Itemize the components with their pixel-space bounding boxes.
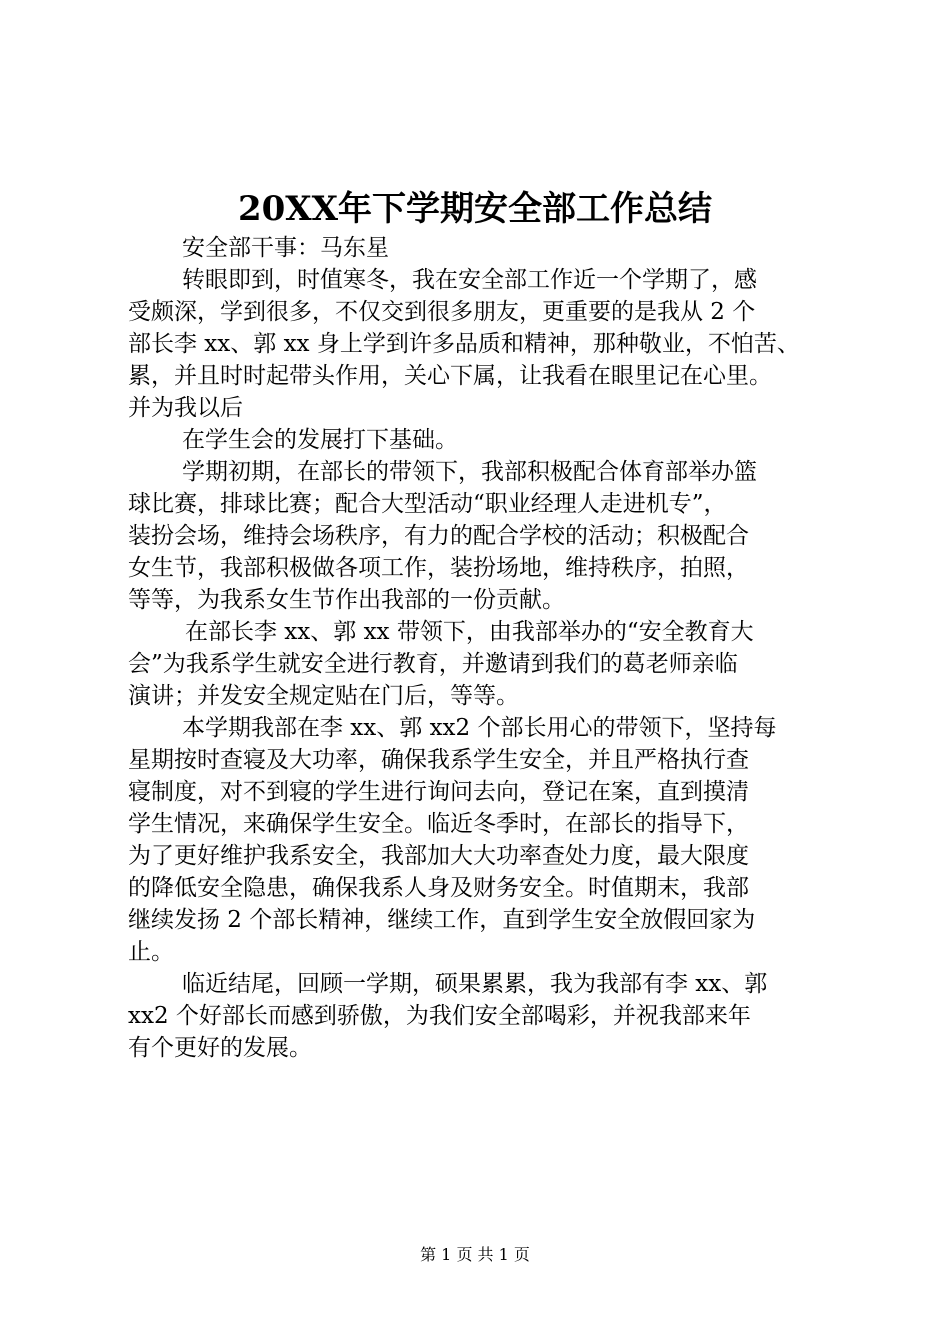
document-title: 20XX年下学期安全部工作总结 — [237, 189, 713, 229]
paragraph-line: 受颇深，学到很多，不仅交到很多朋友，更重要的是我从 2 个 — [128, 299, 756, 325]
paragraph-line: 继续发扬 2 个部长精神，继续工作，直到学生安全放假回家为 — [128, 907, 756, 933]
paragraph-line: 演讲；并发安全规定贴在门后，等等。 — [128, 683, 519, 709]
paragraph-line: 为了更好维护我系安全，我部加大大功率查处力度，最大限度 — [128, 843, 749, 869]
paragraph-line: 本学期我部在李 xx、郭 xx2 个部长用心的带领下，坚持每 — [182, 715, 777, 741]
paragraph-line: 并为我以后 — [128, 395, 243, 421]
paragraph-line: 的降低安全隐患，确保我系人身及财务安全。时值期末，我部 — [128, 875, 749, 901]
paragraph-line: 等等，为我系女生节作出我部的一份贡献。 — [128, 587, 565, 613]
paragraph-line: 累，并且时时起带头作用，关心下属，让我看在眼里记在心里。 — [128, 363, 772, 389]
paragraph-line: 在部长李 xx、郭 xx 带领下，由我部举办的“安全教育大 — [185, 619, 754, 645]
paragraph-line: 星期按时查寝及大功率，确保我系学生安全，并且严格执行查 — [128, 747, 749, 773]
paragraph-line: 有个更好的发展。 — [128, 1035, 312, 1061]
page-footer: 第 1 页 共 1 页 — [420, 1245, 530, 1264]
paragraph-line: 在学生会的发展打下基础。 — [182, 427, 458, 453]
paragraph-line: 部长李 xx、郭 xx 身上学到许多品质和精神，那种敬业，不怕苦、 — [128, 331, 800, 357]
paragraph-line: xx2 个好部长而感到骄傲，为我们安全部喝彩，并祝我部来年 — [128, 1003, 751, 1029]
author-line: 安全部干事：马东星 — [182, 235, 389, 261]
paragraph-line: 学生情况，来确保学生安全。临近冬季时，在部长的指导下， — [128, 811, 749, 837]
paragraph-line: 球比赛，排球比赛；配合大型活动“职业经理人走进机专”， — [128, 491, 727, 517]
paragraph-line: 装扮会场，维持会场秩序，有力的配合学校的活动；积极配合 — [128, 523, 749, 549]
paragraph-line: 女生节，我部积极做各项工作，装扮场地，维持秩序，拍照， — [128, 555, 749, 581]
document-body — [128, 232, 832, 1064]
paragraph-line: 临近结尾，回顾一学期，硕果累累，我为我部有李 xx、郭 — [182, 971, 768, 997]
paragraph-line: 转眼即到，时值寒冬，我在安全部工作近一个学期了，感 — [182, 267, 757, 293]
paragraph-line: 会”为我系学生就安全进行教育，并邀请到我们的葛老师亲临 — [128, 651, 738, 677]
paragraph-line: 止。 — [128, 939, 174, 965]
paragraph-line: 学期初期，在部长的带领下，我部积极配合体育部举办篮 — [182, 459, 757, 485]
paragraph-line: 寝制度，对不到寝的学生进行询问去向，登记在案，直到摸清 — [128, 779, 749, 805]
